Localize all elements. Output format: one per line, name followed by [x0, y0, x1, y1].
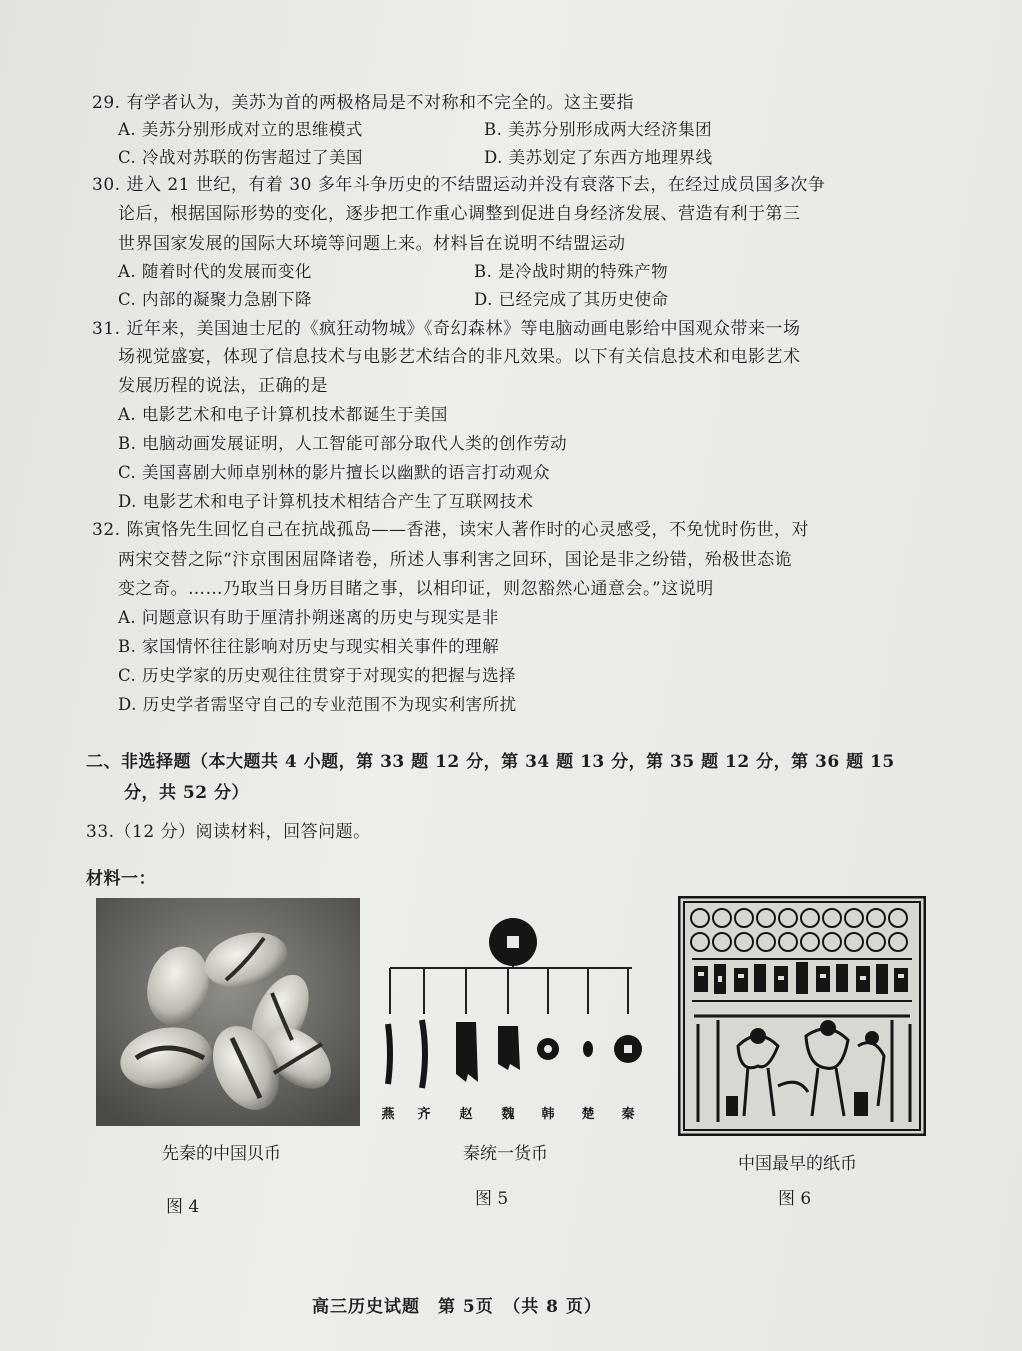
q30-stem-line1: 30. 进入 21 世纪，有着 30 多年斗争历史的不结盟运动并没有衰落下去，在经过成员国多次争	[92, 175, 826, 195]
figure-5-qin-currency	[376, 904, 652, 1130]
figure-6-label: 图 6	[778, 1189, 812, 1209]
state-qin: 秦	[621, 1107, 635, 1122]
q33-stem: 33.（12 分）阅读材料，回答问题。	[86, 822, 371, 842]
section2-heading-line2: 分，共 52 分）	[124, 783, 249, 803]
state-wei: 魏	[501, 1107, 515, 1122]
wei-spade-coin-icon	[498, 1026, 520, 1070]
section2-heading-line1: 二、非选择题（本大题共 4 小题，第 33 题 12 分，第 34 题 13 分，第 35 题 12 分，第 36 题 15	[86, 752, 895, 772]
q30-stem-line3: 世界国家发展的国际大环境等问题上来。材料旨在说明不结盟运动	[118, 234, 626, 254]
state-qi: 齐	[417, 1107, 431, 1122]
q32-option-a: A. 问题意识有助于厘清扑朔迷离的历史与现实是非	[118, 608, 499, 627]
q30-option-b: B. 是冷战时期的特殊产物	[474, 262, 669, 281]
q32-option-b: B. 家国情怀往往影响对历史与现实相关事件的理解	[118, 637, 500, 656]
q31-option-a: A. 电影艺术和电子计算机技术都诞生于美国	[118, 405, 448, 424]
q29-option-c: C. 冷战对苏联的伤害超过了美国	[118, 148, 364, 167]
q31-stem-line1: 31. 近年来，美国迪士尼的《疯狂动物城》《奇幻森林》等电脑动画电影给中国观众带来一场	[92, 319, 801, 339]
figure-5-label: 图 5	[475, 1189, 509, 1209]
cowrie-shells-image	[96, 898, 360, 1126]
state-han: 韩	[541, 1107, 555, 1122]
q31-option-c: C. 美国喜剧大师卓别林的影片擅长以幽默的语言打动观众	[118, 463, 551, 482]
q29-stem: 29. 有学者认为，美苏为首的两极格局是不对称和不完全的。这主要指	[92, 93, 634, 113]
material-one-label: 材料一：	[86, 869, 156, 889]
q31-stem-line2: 场视觉盛宴，体现了信息技术与电影艺术结合的非凡效果。以下有关信息技术和电影艺术	[118, 347, 801, 367]
figure-4-caption: 先秦的中国贝币	[162, 1144, 281, 1164]
state-chu: 楚	[581, 1107, 595, 1122]
q29-option-b: B. 美苏分别形成两大经济集团	[484, 120, 713, 139]
chu-antnose-coin-icon	[583, 1041, 593, 1057]
state-yan: 燕	[381, 1107, 395, 1122]
qi-knife-coin-icon	[422, 1020, 425, 1088]
zhao-spade-coin-icon	[456, 1022, 478, 1082]
state-zhao: 赵	[459, 1107, 473, 1122]
q32-stem-line3: 变之奇。……乃取当日身历目睹之事，以相印证，则忽豁然心通意会。”这说明	[118, 579, 714, 599]
qin-currency-diagram	[376, 904, 652, 1130]
q32-stem-line1: 32. 陈寅恪先生回忆自己在抗战孤岛——香港，读宋人著作时的心灵感受，不免忧时伤世，对	[92, 520, 809, 540]
q32-option-d: D. 历史学者需坚守自己的专业范围不为现实利害所扰	[118, 695, 517, 714]
figure-4-label: 图 4	[166, 1197, 200, 1217]
q31-stem-line3: 发展历程的说法，正确的是	[118, 376, 328, 396]
yan-knife-coin-icon	[388, 1024, 390, 1084]
q29-option-a: A. 美苏分别形成对立的思维模式	[118, 120, 363, 139]
q29-option-d: D. 美苏划定了东西方地理界线	[484, 148, 713, 167]
jiaozi-woodblock-image	[678, 896, 926, 1136]
q30-option-a: A. 随着时代的发展而变化	[118, 262, 312, 281]
q32-option-c: C. 历史学家的历史观往往贯穿于对现实的把握与选择	[118, 666, 517, 685]
page-footer: 高三历史试题 第 5页 （共 8 页）	[312, 1297, 602, 1317]
q30-stem-line2: 论后，根据国际形势的变化，逐步把工作重心调整到促进自身经济发展、营造有利于第三	[118, 204, 801, 224]
figure-6-caption: 中国最早的纸币	[738, 1154, 857, 1174]
figure-6-jiaozi-paper-money	[678, 896, 926, 1136]
q30-option-d: D. 已经完成了其历史使命	[474, 290, 669, 309]
q32-stem-line2: 两宋交替之际“汴京围困屈降诸卷，所述人事利害之回环，国论是非之纷错，殆极世态诡	[118, 550, 793, 570]
figure-4-cowrie-shells	[96, 898, 360, 1126]
q30-option-c: C. 内部的凝聚力急剧下降	[118, 290, 313, 309]
figure-5-caption: 秦统一货币	[463, 1144, 548, 1164]
q31-option-b: B. 电脑动画发展证明，人工智能可部分取代人类的创作劳动	[118, 434, 568, 453]
q31-option-d: D. 电影艺术和电子计算机技术相结合产生了互联网技术	[118, 492, 534, 511]
